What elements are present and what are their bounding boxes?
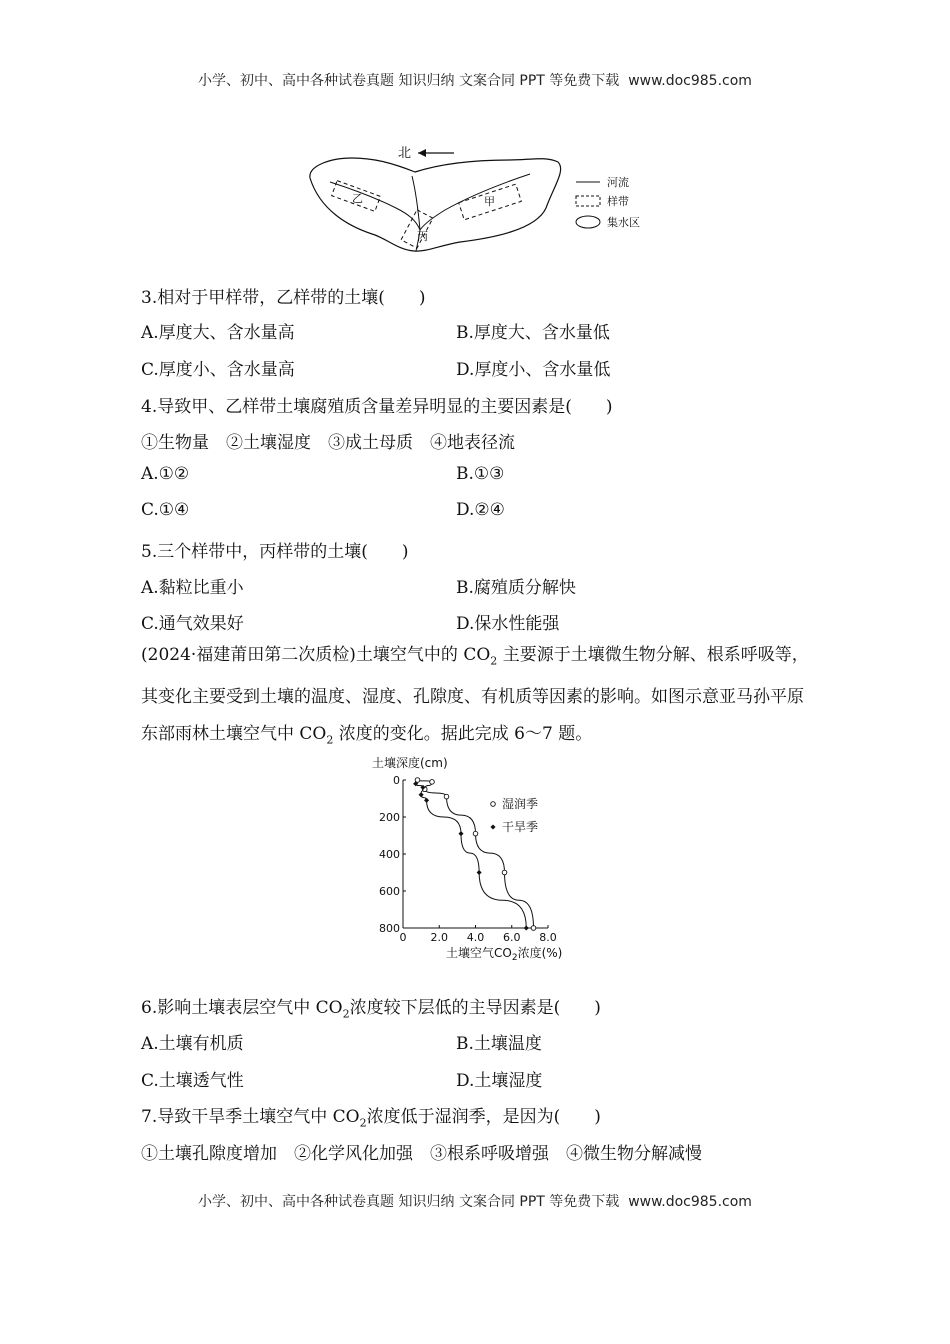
passage-sub-2: 2	[326, 733, 334, 747]
header-banner	[0, 70, 950, 90]
q7-items: ①土壤孔隙度增加 ②化学风化加强 ③根系呼吸增强 ④微生物分解减慢	[141, 1144, 702, 1164]
y-tick-label: 600	[379, 885, 400, 898]
y-tick-label: 200	[379, 811, 400, 824]
wet-season-point	[444, 794, 449, 799]
q3-option-a: A.厚度大、含水量高	[141, 323, 295, 343]
legend-label: 干旱季	[502, 820, 539, 834]
river-east	[420, 174, 530, 230]
strip-yi-label: 乙	[352, 192, 363, 205]
q6-stem	[141, 993, 601, 1020]
q5-stem: 5.三个样带中，丙样带的土壤( )	[141, 542, 409, 562]
chart-xlabel	[446, 945, 562, 963]
north-arrow-head	[418, 149, 426, 157]
legend-catchment-swatch	[576, 216, 600, 228]
wet-season-point	[502, 870, 507, 875]
q4-option-d: D.②④	[456, 500, 505, 520]
x-tick-label: 8.0	[539, 931, 557, 944]
passage-text-1: 土壤空气中的 CO	[355, 645, 491, 665]
river-middle	[412, 176, 420, 230]
passage	[141, 637, 813, 759]
passage-text-2: 主要源于土壤微生物分解、根系呼吸等，其变化主要受到土壤的温度、湿度、孔隙度、有机质等因素的影响。如图示意亚马孙平原东部雨林土壤空气中 CO	[141, 645, 809, 745]
q5-option-c: C.通气效果好	[141, 614, 244, 634]
dry-season-point	[424, 798, 429, 803]
wet-season-point	[531, 926, 536, 931]
chart-ylabel: 土壤深度(cm)	[372, 756, 448, 770]
dry-season-point	[524, 925, 529, 930]
legend-catchment-label: 集水区	[607, 216, 640, 229]
legend-dry-marker	[490, 824, 495, 829]
q7-stem-sub: 2	[359, 1116, 367, 1130]
q7-stem-pre: 7.导致干旱季土壤空气中 CO	[141, 1107, 360, 1127]
header-banner-site: www.doc985.com	[628, 73, 752, 89]
catchment-map-figure	[300, 138, 680, 260]
x-tick-label: 6.0	[503, 931, 521, 944]
q4-items: ①生物量 ②土壤湿度 ③成土母质 ④地表径流	[141, 433, 515, 453]
passage-text-3: 浓度的变化。据此完成 6～7 题。	[333, 724, 593, 745]
legend-strip-swatch	[576, 196, 600, 206]
chart-xlabel-pre: 土壤空气CO	[446, 946, 512, 960]
legend-wet-marker	[491, 802, 496, 807]
dry-season-point	[477, 870, 482, 875]
q3-option-d: D.厚度小、含水量低	[456, 360, 611, 380]
q5-option-b: B.腐殖质分解快	[456, 578, 576, 598]
wet-season-point	[430, 780, 435, 785]
catchment-outline	[310, 158, 561, 251]
passage-source: (2024·福建莆田第二次质检)	[141, 645, 356, 665]
q5-option-d: D.保水性能强	[456, 614, 560, 634]
q4-option-a: A.①②	[141, 464, 190, 484]
passage-sub-1: 2	[490, 654, 498, 668]
q6-stem-sub: 2	[342, 1007, 350, 1021]
y-tick-label: 800	[379, 922, 400, 935]
q6-option-a: A.土壤有机质	[141, 1034, 244, 1054]
q7-stem	[141, 1102, 601, 1129]
legend-strip-label: 样带	[607, 195, 629, 208]
q3-stem: 3.相对于甲样带，乙样带的土壤( )	[141, 288, 426, 308]
x-tick-label: 0	[399, 931, 407, 944]
q7-stem-post: 浓度低于湿润季，是因为( )	[366, 1107, 601, 1127]
river-west	[330, 182, 420, 230]
chart-xlabel-post: 浓度(%)	[517, 946, 563, 960]
strip-jia-label: 甲	[484, 195, 495, 208]
x-tick-label: 4.0	[466, 931, 485, 944]
q6-stem-post: 浓度较下层低的主导因素是( )	[349, 998, 601, 1018]
q3-option-b: B.厚度大、含水量低	[456, 323, 610, 343]
q5-option-a: A.黏粒比重小	[141, 578, 244, 598]
wet-season-point	[473, 831, 478, 836]
strip-bing-label: 丙	[417, 230, 428, 243]
q6-option-b: B.土壤温度	[456, 1034, 542, 1054]
q6-option-c: C.土壤透气性	[141, 1071, 244, 1091]
y-tick-label: 400	[379, 848, 400, 861]
north-label: 北	[398, 146, 412, 161]
footer-banner	[0, 1191, 950, 1211]
x-tick-label: 2.0	[430, 931, 448, 944]
footer-banner-site: www.doc985.com	[628, 1194, 752, 1210]
dry-season-point	[419, 792, 424, 797]
q4-option-c: C.①④	[141, 500, 190, 520]
header-banner-text: 小学、初中、高中各种试卷真题 知识归纳 文案合同 PPT 等免费下载	[198, 73, 620, 89]
q6-stem-pre: 6.影响土壤表层空气中 CO	[141, 998, 343, 1018]
y-tick-label: 0	[393, 774, 400, 787]
q3-option-c: C.厚度小、含水量高	[141, 360, 295, 380]
dry-season-point	[458, 831, 463, 836]
legend-river-label: 河流	[607, 176, 629, 189]
q4-option-b: B.①③	[456, 464, 505, 484]
q4-stem: 4.导致甲、乙样带土壤腐殖质含量差异明显的主要因素是( )	[141, 397, 613, 417]
q6-option-d: D.土壤湿度	[456, 1071, 543, 1091]
co2-depth-chart	[360, 756, 600, 966]
legend-label: 湿润季	[502, 797, 539, 811]
chart-xlabel-sub: 2	[511, 953, 518, 963]
footer-banner-text: 小学、初中、高中各种试卷真题 知识归纳 文案合同 PPT 等免费下载	[198, 1194, 620, 1210]
